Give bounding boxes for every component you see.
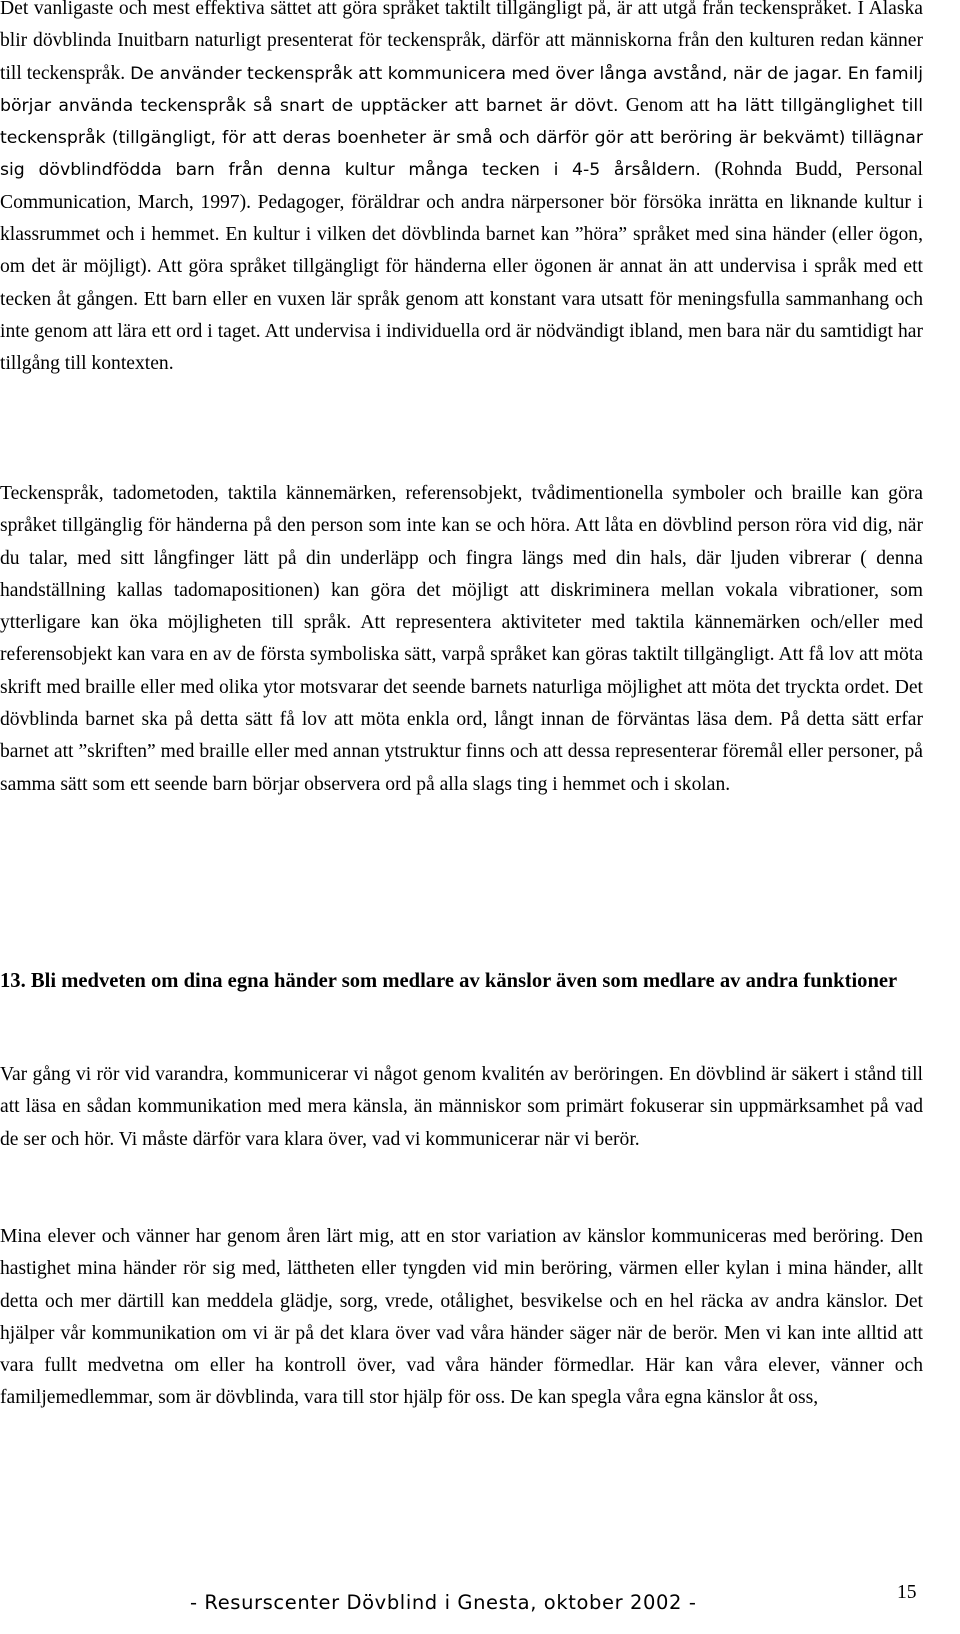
paragraph-segment: Genom att bbox=[625, 94, 717, 116]
paragraph-segment: Det vanligaste och mest effektiva sättet att göra språket taktilt tillgängligt på, är att utgå från teckenspråket. I Alaska blir dövblinda Inuitbarn naturligt presenterat för teckenspråk, därför att människorna från den kulturen redan känner till teckenspråk. bbox=[0, 0, 923, 84]
paragraph-segment: (Rohnda Budd, Personal Communication, March, 1997). Pedagoger, föräldrar och andra närpersoner bör försöka inrätta en liknande kultur i klassrummet och i hemmet. En kultur i vilken det dövblinda barnet kan ”höra” språket med sina händer (eller ögon, om det är möjligt). Att göra språket tillgängligt för händerna eller ögonen är annat än att undervisa i språk med ett tecken åt gången. Ett barn eller en vuxen lär språk genom att konstant vara utsatt för meningsfulla sammanhang och inte genom att lära ett ord i taget. Att undervisa i individuella ord är nödvändigt ibland, men bara när du samtidigt har tillgång till kontexten. bbox=[0, 159, 923, 375]
page-footer: - Resurscenter Dövblind i Gnesta, oktober 2002 - bbox=[190, 1591, 697, 1614]
paragraph-segment-sans: De använder teckenspråk att kommunicera med över långa avstånd, när de jagar. En familj börjar använda teckenspråk så snart de upptäcker att barnet är dövt. bbox=[0, 63, 923, 116]
section-heading: 13. Bli medveten om dina egna händer som medlare av känslor även som medlare av andra funktioner bbox=[0, 970, 898, 992]
paragraph-methods: Teckenspråk, tadometoden, taktila kännemärken, referensobjekt, tvådimentionella symboler och braille kan göra språket tillgänglig för händerna på den person som inte kan se och höra. Att låta en dövblind person röra vid dig, när du talar, med sitt långfinger lätt på din underläpp och fingra längs med din hals, där ljuden vibrerar ( denna handställning kallas tadomapositionen) kan göra det möjligt att diskriminera mellan vokala vibrationer, som ytterligare kan öka möjligheten till språk. Att representera aktiviteter med taktila kännemärken och/eller med referensobjekt kan vara en av de första symboliska sätt, varpå språket kan göras taktilt tillgängligt. Att få lov att möta skrift med braille eller med olika ytor motsvarar det seende barnets naturliga möjlighet att möta det tryckta ordet. Det dövblinda barnet ska på detta sätt få lov att möta enkla ord, långt innan de förväntas läsa dem. På detta sätt erfar barnet att ”skriften” med braille eller med annan ytstruktur finns och att dessa representerar föremål eller personer, på samma sätt som ett seende barn börjar observera ord på alla slags ting i hemmet och i skolan. bbox=[0, 483, 923, 795]
paragraph-segment-sans: ha lätt tillgänglighet till teckenspråk (tillgängligt, för att deras boenheter är små och därför gör att beröring är bekvämt) tillägnar sig dövblindfödda barn från denna kultur många tecken i 4-5 årsåldern. bbox=[0, 95, 924, 181]
paragraph-teckensprak bbox=[0, 0, 923, 381]
paragraph-emotions: Mina elever och vänner har genom åren lärt mig, att en stor variation av känslor kommuniceras med beröring. Den hastighet mina händer rör sig med, lättheten eller tyngden vid min beröring, värmen eller kylan i mina händer, allt detta och mer därtill kan meddela glädje, sorg, vrede, otålighet, besvikelse och en hel räcka av andra känslor. Det hjälper vår kommunikation om vi är på det klara över vad våra händer säger när de berör. Men vi kan inte alltid att vara fullt medvetna om eller ha kontroll över, vad våra händer förmedlar. Här kan våra elever, vänner och familjemedlemmar, som är dövblinda, vara till stor hjälp för oss. De kan spegla våra egna känslor åt oss, bbox=[0, 1226, 923, 1409]
page-number: 15 bbox=[897, 1582, 917, 1603]
paragraph-touch: Var gång vi rör vid varandra, kommunicerar vi något genom kvalitén av beröringen. En dövblind är säkert i stånd till att läsa en sådan kommunikation med mera känsla, än människor som primärt fokuserar sin uppmärksamhet på vad de ser och hör. Vi måste därför vara klara över, vad vi kommunicerar när vi berör. bbox=[0, 1064, 923, 1150]
